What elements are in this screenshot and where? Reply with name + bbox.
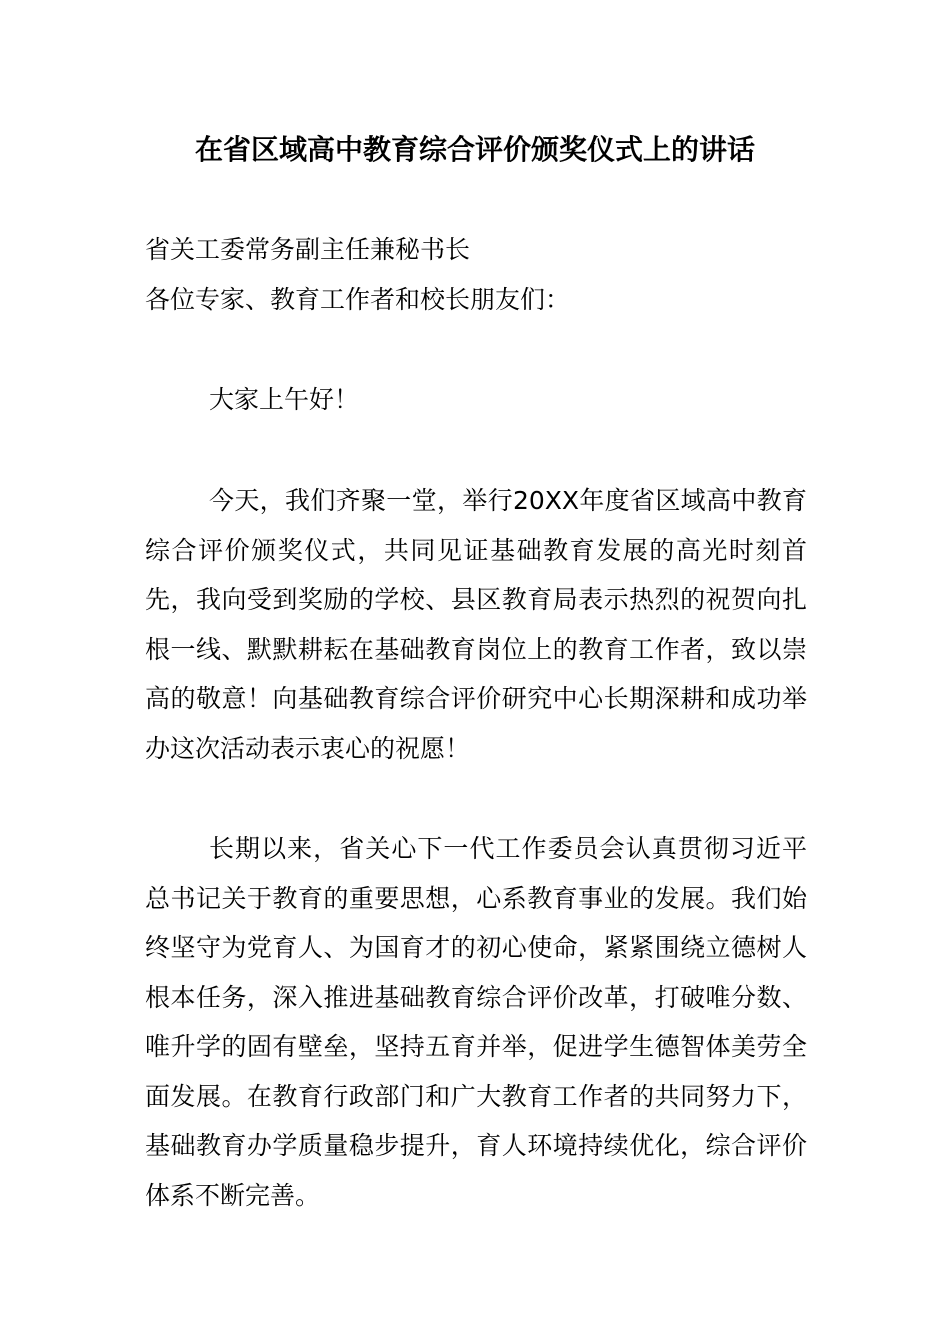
greeting-line: 大家上午好！ bbox=[209, 385, 360, 414]
paragraph-2: 长期以来，省关心下一代工作委员会认真贯彻习近平总书记关于教育的重要思想，心系教育事业的发展。我们始终坚守为党育人、为国育才的初心使命，紧紧围绕立德树人根本任务，深入推进基础教育综合评价改革，打破唯分数、唯升学的固有壁垒，坚持五育并举，促进学生德智体美劳全面发展。在教育行政部门和广大教育工作者的共同努力下，基础教育办学质量稳步提升，育人环境持续优化，综合评价体系不断完善。 bbox=[145, 834, 807, 1210]
paragraph-1: 今天，我们齐聚一堂，举行20XX年度省区域高中教育综合评价颁奖仪式，共同见证基础教育发展的高光时刻首先，我向受到奖励的学校、县区教育局表示热烈的祝贺向扎根一线、默默耕耘在基础教育岗位上的教育工作者，致以崇高的敬意！向基础教育综合评价研究中心长期深耕和成功举办这次活动表示衷心的祝愿！ bbox=[145, 486, 807, 763]
speaker-line: 省关工委常务副主任兼秘书长 bbox=[145, 235, 471, 264]
document-title: 在省区域高中教育综合评价颁奖仪式上的讲话 bbox=[194, 133, 755, 166]
salutation-line: 各位专家、教育工作者和校长朋友们： bbox=[145, 285, 571, 314]
